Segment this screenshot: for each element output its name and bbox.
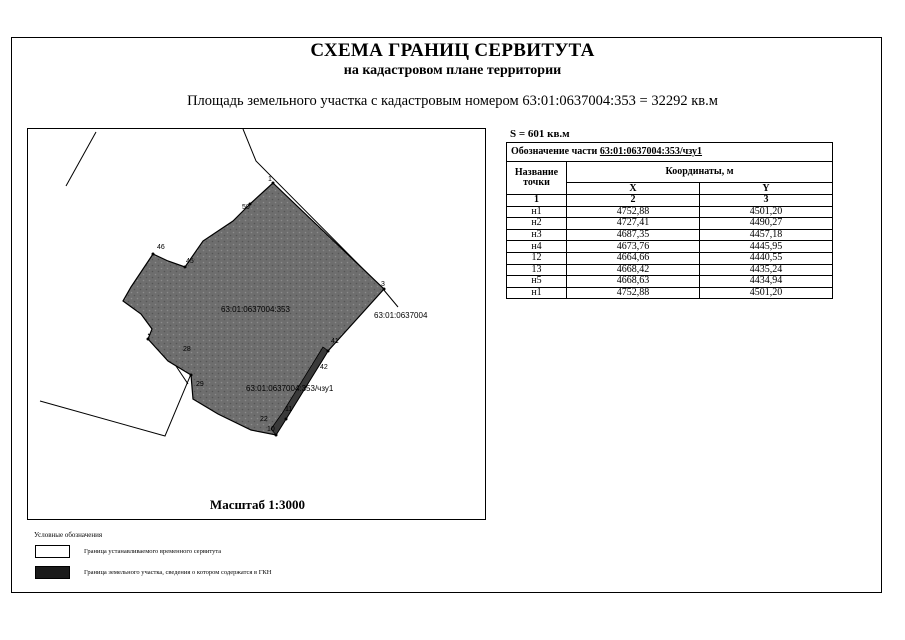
point-label-41: 41 [331, 338, 339, 345]
point-label-1: 1 [268, 176, 272, 183]
part-designation-cell: Обозначение части 63:01:0637004:353/чзу1 [507, 143, 833, 162]
point-label-45: 45 [186, 258, 194, 265]
col-header-name: Название точки [507, 162, 567, 195]
coordinates-table [506, 142, 833, 299]
table-row: н1 4752,88 4501,20 [507, 206, 833, 218]
legend-swatch-parcel [35, 566, 70, 579]
col-header-coords: Координаты, м [567, 162, 833, 183]
point-label-46: 46 [157, 244, 165, 251]
legend-swatch-servitude [35, 545, 70, 558]
col-header-x: X [567, 183, 700, 195]
servitude-area-label: S = 601 кв.м [510, 128, 570, 140]
parcel-label: 63:01:0637004:353 [221, 305, 290, 314]
col-header-y: Y [699, 183, 832, 195]
scale-label: Масштаб 1:3000 [209, 497, 306, 512]
parcel-area-line: Площадь земельного участка с кадастровым номером 63:01:0637004:353 = 32292 кв.м [187, 93, 718, 109]
table-row: н4 4673,76 4445,95 [507, 241, 833, 253]
point-label-29: 29 [196, 381, 204, 388]
table-row: 12 4664,66 4440,55 [507, 252, 833, 264]
table-row: н1 4752,88 4501,20 [507, 287, 833, 299]
point-label-11: 11 [285, 406, 293, 413]
page-subtitle: на кадастровом плане территории [343, 63, 562, 78]
boundary-line-road [383, 289, 398, 307]
point-label-10: 10 [267, 426, 275, 433]
point-label-28: 28 [183, 346, 191, 353]
point-label-3: 3 [381, 281, 385, 288]
col-index-1: 1 [507, 195, 567, 207]
point-label-22: 22 [260, 416, 268, 423]
cadastral-map [28, 129, 487, 521]
point-label-50: 50 [242, 204, 250, 211]
col-index-3: 3 [699, 195, 832, 207]
table-row: н2 4727,41 4490,27 [507, 218, 833, 230]
table-row: 13 4668,42 4435,24 [507, 264, 833, 276]
quarter-label: 63:01:0637004 [374, 311, 428, 320]
boundary-line-left [66, 132, 96, 186]
legend-text-parcel: Граница земельного участка, сведения о котором содержатся в ГКН [84, 569, 272, 576]
legend-text-servitude: Граница устанавливаемого временного сервитута [84, 548, 222, 555]
page-title: СХЕМА ГРАНИЦ СЕРВИТУТА [310, 40, 595, 61]
legend-title: Условные обозначения [34, 531, 103, 539]
table-row: н5 4668,63 4434,94 [507, 276, 833, 288]
col-index-2: 2 [567, 195, 700, 207]
table-row: н3 4687,35 4457,18 [507, 229, 833, 241]
servitude-label: 63:01:0637004:353/чзу1 [246, 384, 334, 393]
point-label-42: 42 [320, 364, 328, 371]
map-panel [27, 128, 486, 520]
